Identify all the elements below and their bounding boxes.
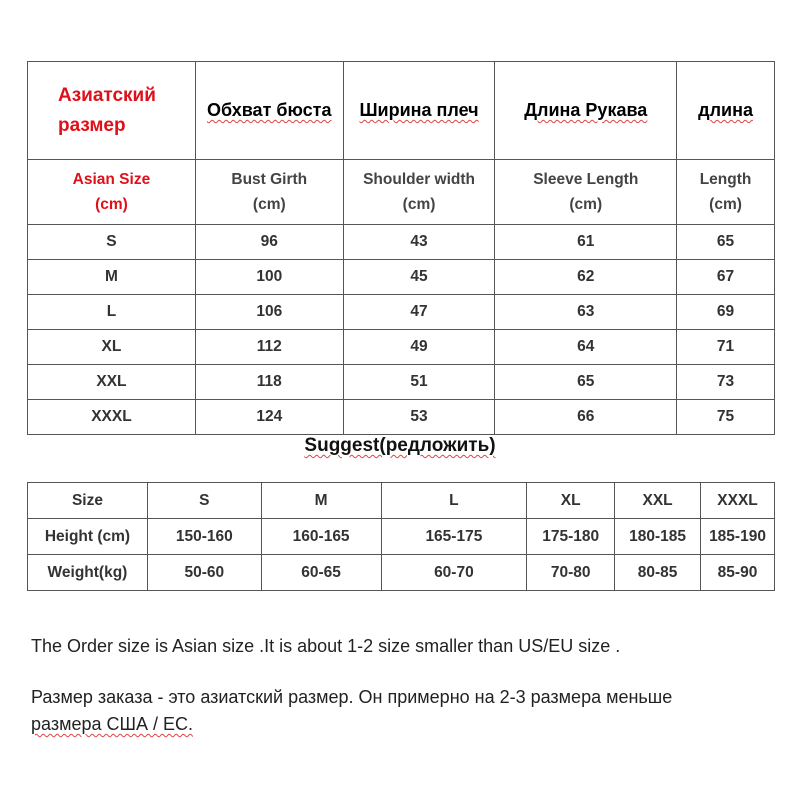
table-cell: XL [527, 483, 615, 519]
table-cell: 60-65 [261, 555, 381, 591]
table-cell: XXXL [28, 400, 196, 435]
note-english: The Order size is Asian size .It is about 1-2 size smaller than US/EU size . [31, 636, 621, 656]
table-row [28, 295, 775, 330]
table-cell: 49 [343, 330, 495, 365]
table-cell: XXL [28, 365, 196, 400]
header-shoulder-en: Shoulder width (cm) [343, 160, 495, 225]
table-cell: 60-70 [381, 555, 527, 591]
table-cell: 85-90 [701, 555, 775, 591]
table-cell: M [28, 260, 196, 295]
size-chart-header-ru [28, 62, 775, 160]
table-row [28, 225, 775, 260]
header-length-en: Length (cm) [677, 160, 775, 225]
table-cell: 53 [343, 400, 495, 435]
table-row [28, 330, 775, 365]
table-cell: 70-80 [527, 555, 615, 591]
note-russian-line-2: размера США / ЕС. [31, 714, 193, 734]
table-cell: 63 [495, 295, 677, 330]
table-cell: 50-60 [147, 555, 261, 591]
table-cell: 51 [343, 365, 495, 400]
table-cell: S [28, 225, 196, 260]
table-cell: 66 [495, 400, 677, 435]
table-cell: 96 [195, 225, 343, 260]
table-cell: 69 [677, 295, 775, 330]
table-cell: 124 [195, 400, 343, 435]
note-russian-line-1: Размер заказа - это азиатский размер. Он примерно на 2-3 размера меньше [31, 687, 673, 707]
header-length-ru: длина [677, 62, 775, 160]
header-shoulder-ru: Ширина плеч [343, 62, 495, 160]
table-cell: Height (cm) [28, 519, 148, 555]
header-bust-ru: Обхват бюста [195, 62, 343, 160]
suggest-header-row [28, 483, 775, 519]
table-cell: Size [28, 483, 148, 519]
table-cell: XXXL [701, 483, 775, 519]
table-cell: 118 [195, 365, 343, 400]
header-asian-size-ru: Азиатский размер [28, 62, 196, 160]
table-cell: 112 [195, 330, 343, 365]
table-cell: L [28, 295, 196, 330]
header-sleeve-ru: Длина Рукава [495, 62, 677, 160]
table-cell: 106 [195, 295, 343, 330]
table-cell: 175-180 [527, 519, 615, 555]
table-cell: 64 [495, 330, 677, 365]
header-asian-size-en: Asian Size (cm) [28, 160, 196, 225]
table-cell: 65 [677, 225, 775, 260]
table-cell: 67 [677, 260, 775, 295]
table-cell: 61 [495, 225, 677, 260]
size-chart-table [27, 61, 775, 435]
table-cell: 185-190 [701, 519, 775, 555]
header-sleeve-en: Sleeve Length (cm) [495, 160, 677, 225]
table-row [28, 260, 775, 295]
table-row [28, 400, 775, 435]
table-cell: 150-160 [147, 519, 261, 555]
table-row [28, 365, 775, 400]
table-cell: XXL [615, 483, 701, 519]
table-cell: M [261, 483, 381, 519]
table-cell: 75 [677, 400, 775, 435]
table-cell: 65 [495, 365, 677, 400]
table-cell: 43 [343, 225, 495, 260]
table-cell: 80-85 [615, 555, 701, 591]
table-cell: 180-185 [615, 519, 701, 555]
table-cell: XL [28, 330, 196, 365]
table-cell: 47 [343, 295, 495, 330]
header-bust-en: Bust Girth (cm) [195, 160, 343, 225]
table-cell: S [147, 483, 261, 519]
table-cell: 165-175 [381, 519, 527, 555]
size-chart-header-en [28, 160, 775, 225]
table-cell: 100 [195, 260, 343, 295]
suggest-title: Suggest(редложить) [304, 435, 496, 456]
table-cell: 73 [677, 365, 775, 400]
suggest-size-table [27, 482, 775, 591]
table-cell: 62 [495, 260, 677, 295]
table-row [28, 555, 775, 591]
table-cell: 71 [677, 330, 775, 365]
note-russian [31, 684, 771, 738]
table-cell: 45 [343, 260, 495, 295]
table-cell: Weight(kg) [28, 555, 148, 591]
table-cell: L [381, 483, 527, 519]
table-row [28, 519, 775, 555]
table-cell: 160-165 [261, 519, 381, 555]
